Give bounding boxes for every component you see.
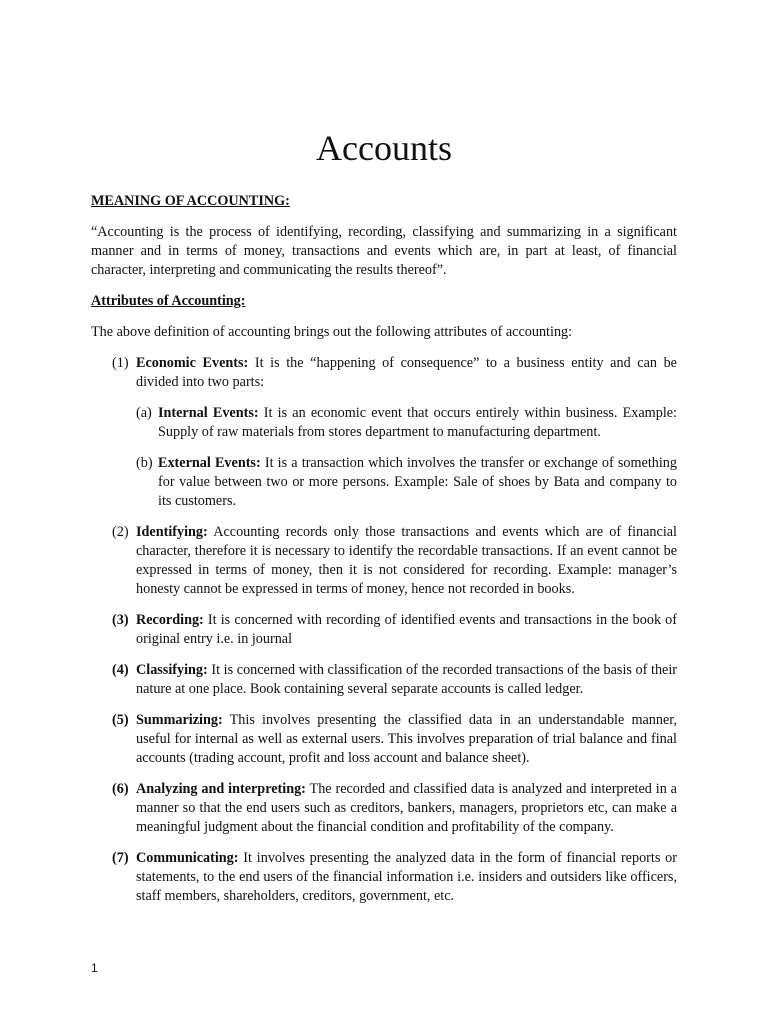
- list-number: (2): [112, 524, 129, 540]
- attributes-heading: Attributes of Accounting:: [91, 293, 246, 309]
- list-item-external-events: [91, 454, 677, 511]
- list-number: (6): [112, 781, 129, 797]
- list-number: (3): [112, 612, 129, 628]
- list-term: Communicating:: [136, 850, 239, 866]
- list-item-economic-events: [91, 354, 677, 392]
- meaning-heading: MEANING OF ACCOUNTING:: [91, 193, 290, 209]
- attributes-intro: The above definition of accounting brings out the following attributes of accounting:: [91, 324, 573, 340]
- list-text: It is concerned with recording of identified events and transactions in the book of original entry i.e. in journal: [136, 612, 677, 647]
- list-text: It is the “happening of consequence” to a business entity and can be divided into two parts:: [136, 355, 677, 390]
- definition-paragraph: “Accounting is the process of identifying, recording, classifying and summarizing in a significant manner and in terms of money, transactions and events which are, in part at least, of financial character, interpreting and communicating the results thereof”.: [91, 224, 677, 278]
- list-item-summarizing: [91, 711, 677, 768]
- list-number: (a): [136, 405, 152, 421]
- list-item-identifying: [91, 523, 677, 599]
- list-term: Identifying:: [136, 524, 208, 540]
- list-item-recording: [91, 611, 677, 649]
- list-item-communicating: [91, 849, 677, 906]
- list-term: Internal Events:: [158, 405, 259, 421]
- list-text: The recorded and classified data is analyzed and interpreted in a manner so that the end users such as creditors, bankers, managers, proprietors etc, can make a meaningful judgment about the financial condition and profitability of the company.: [136, 781, 677, 835]
- list-item-analyzing: [91, 780, 677, 837]
- list-number: (4): [112, 662, 129, 678]
- list-term: Analyzing and interpreting:: [136, 781, 306, 797]
- list-text: This involves presenting the classified data in an understandable manner, useful for internal as well as external users. This involves preparation of trial balance and final accounts (trading account, profit and loss account and balance sheet).: [136, 712, 677, 766]
- list-number: (5): [112, 712, 129, 728]
- list-text: It involves presenting the analyzed data in the form of financial reports or statements, to the end users of the financial information i.e. insiders and outsiders like officers, staff members, shareholders, creditors, government, etc.: [136, 850, 677, 904]
- list-term: Summarizing:: [136, 712, 223, 728]
- page-number: 1: [91, 961, 98, 975]
- list-text: It is an economic event that occurs entirely within business. Example: Supply of raw materials from stores department to manufacturing department.: [158, 405, 677, 440]
- page-title: Accounts: [316, 128, 452, 168]
- list-term: External Events:: [158, 455, 261, 471]
- list-text: Accounting records only those transactions and events which are of financial character, therefore it is necessary to identify the recordable transactions. If an event cannot be expressed in terms of money, then it is not considered for recording. Example: manager’s honesty cannot be expressed in terms of money, hence not recorded in books.: [136, 524, 677, 597]
- list-text: It is a transaction which involves the transfer or exchange of something for value between two or more persons. Example: Sale of shoes by Bata and company to its customers.: [158, 455, 677, 509]
- list-term: Economic Events:: [136, 355, 249, 371]
- list-item-classifying: [91, 661, 677, 699]
- list-number: (1): [112, 355, 129, 371]
- list-term: Classifying:: [136, 662, 208, 678]
- list-text: It is concerned with classification of the recorded transactions of the basis of their nature at one place. Book containing several separate accounts is called ledger.: [136, 662, 677, 697]
- list-term: Recording:: [136, 612, 204, 628]
- list-item-internal-events: [91, 404, 677, 442]
- list-number: (b): [136, 455, 153, 471]
- list-number: (7): [112, 850, 129, 866]
- document-body: [91, 192, 677, 918]
